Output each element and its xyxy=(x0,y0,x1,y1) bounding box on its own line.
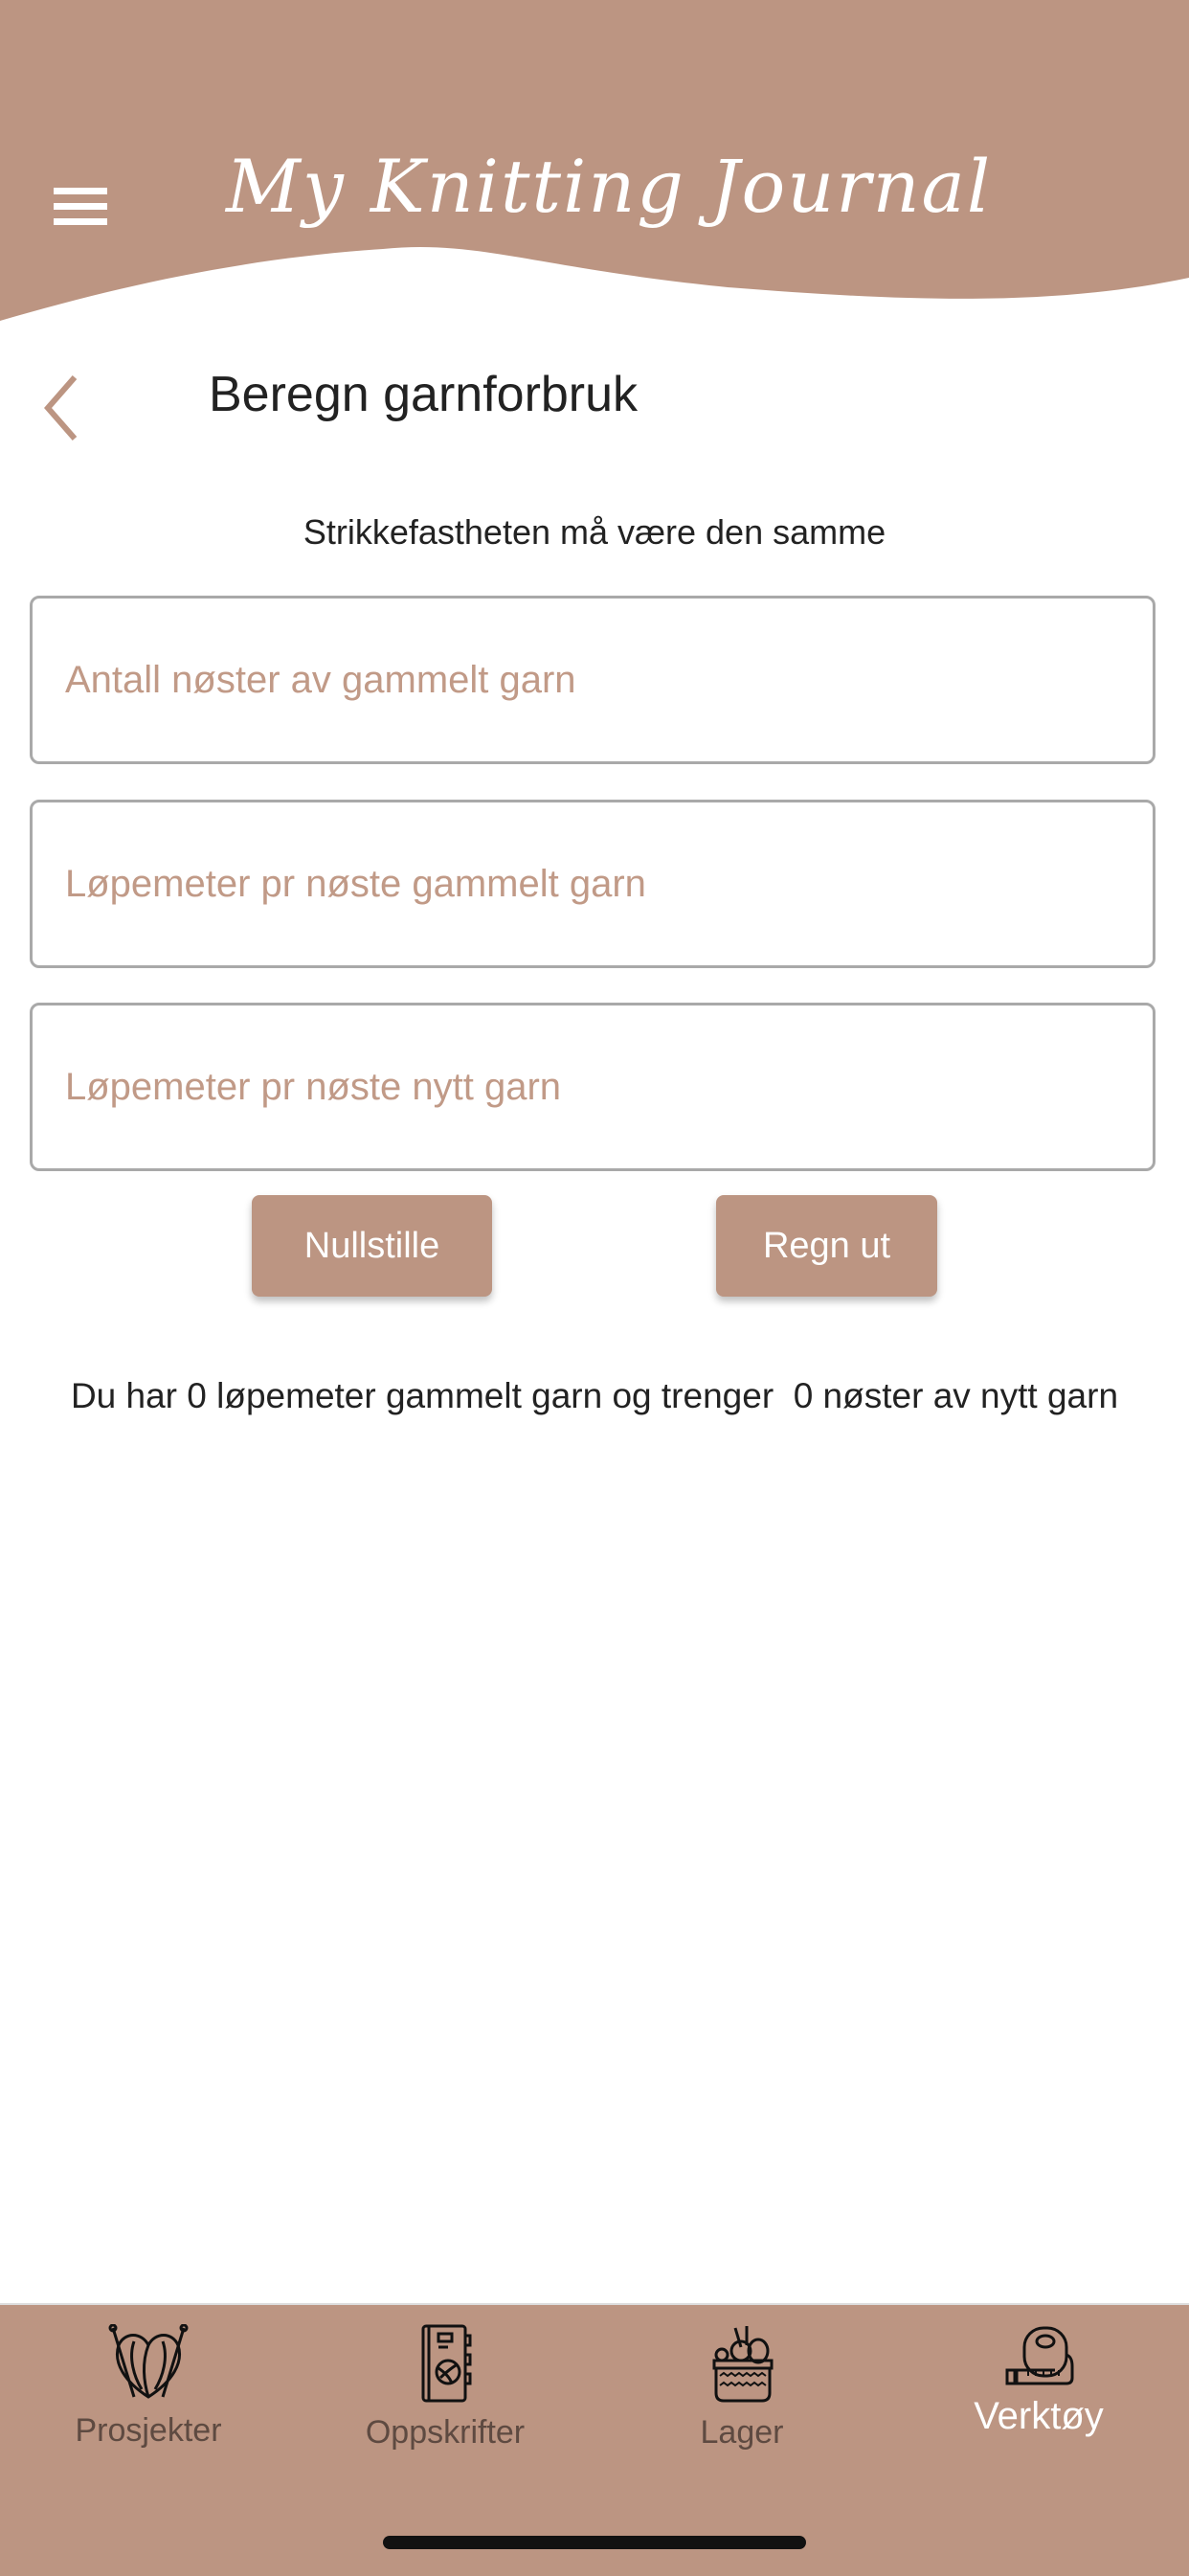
calculate-button[interactable]: Regn ut xyxy=(716,1195,937,1297)
nav-label: Verktøy xyxy=(974,2395,1104,2437)
nav-item-verktoy[interactable] xyxy=(890,2324,1187,2477)
nav-item-lager[interactable] xyxy=(594,2324,890,2477)
old-yarn-meters-field[interactable] xyxy=(30,800,1155,968)
page-title: Beregn garnforbruk xyxy=(209,367,639,422)
pattern-book-icon xyxy=(402,2324,488,2403)
nav-label: Prosjekter xyxy=(75,2412,222,2449)
app-title: My Knitting Journal xyxy=(226,144,993,229)
app-header xyxy=(0,0,1189,326)
new-yarn-meters-field[interactable] xyxy=(30,1003,1155,1171)
yarn-basket-icon xyxy=(699,2324,785,2403)
result-text: Du har 0 løpemeter gammelt garn og trenger 0 nøster av nytt garn xyxy=(70,1376,1119,1415)
back-chevron-icon[interactable] xyxy=(38,368,96,444)
yarn-heart-icon xyxy=(105,2324,191,2401)
nav-item-prosjekter[interactable] xyxy=(0,2324,297,2477)
home-indicator[interactable] xyxy=(383,2536,806,2549)
nav-label: Oppskrifter xyxy=(365,2414,526,2451)
nav-label: Lager xyxy=(700,2414,784,2451)
hamburger-menu-icon[interactable] xyxy=(54,188,107,226)
nav-item-oppskrifter[interactable] xyxy=(297,2324,594,2477)
subtitle: Strikkefastheten må være den samme xyxy=(303,512,886,552)
reset-button[interactable]: Nullstille xyxy=(252,1195,492,1297)
old-skeins-count-input[interactable] xyxy=(33,599,1153,761)
old-yarn-meters-input[interactable] xyxy=(33,802,1153,965)
old-skeins-count-field[interactable] xyxy=(30,596,1155,764)
measuring-tape-icon xyxy=(996,2324,1082,2393)
new-yarn-meters-input[interactable] xyxy=(33,1006,1153,1168)
